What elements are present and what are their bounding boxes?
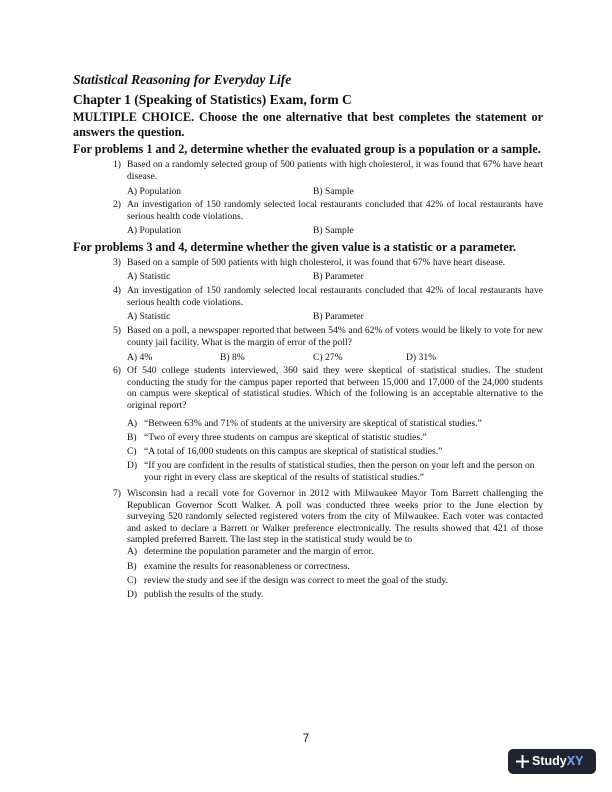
option-d[interactable] (127, 460, 543, 483)
option-a[interactable] (127, 546, 543, 558)
question-number: 5) (113, 325, 121, 336)
option-letter: A) (127, 418, 138, 429)
instructions: MULTIPLE CHOICE. Choose the one alternative that best completes the statement or answers the question. (73, 110, 543, 139)
option-a[interactable] (127, 418, 543, 430)
option-b[interactable] (127, 432, 543, 444)
book-title: Statistical Reasoning for Everyday Life (73, 72, 292, 87)
option-d[interactable] (127, 589, 543, 601)
question-text: Of 540 college students interviewed, 360 said they were skeptical of statistical studies. The student conducting the study for the campus paper reported that between 15,000 and 17,000 of the 24,000 students on campus were skeptical of statistical studies. Which of the following is an acceptable alternative to the original report? (127, 365, 543, 411)
studyxy-badge[interactable] (508, 749, 596, 774)
option-a[interactable]: A) Statistic (127, 311, 171, 322)
option-text: “Two of every three students on campus are skeptical of statistic studies.” (144, 432, 427, 443)
question-2 (107, 199, 543, 222)
section-heading-1: For problems 1 and 2, determine whether the evaluated group is a population or a sample. (73, 142, 541, 156)
question-text: An investigation of 150 randomly selected local restaurants concluded that 42% of local restaurants have serious health code violations. (127, 199, 543, 222)
option-letter: B) (127, 561, 137, 572)
question-text: Wisconsin had a recall vote for Governor in 2012 with Milwaukee Mayor Tom Barrett challenging the Republican Governor Scott Walker. A poll was conducted three weeks prior to the June election by surveying 520 randomly selected registered voters from the city of Milwaukee. Each voter was contacted and asked to declare a Barrett or Walker preference electronically. The results showed that 421 of those sampled preferred Barrett. The last step in the statistical study would be to (127, 488, 543, 545)
option-c[interactable]: C) 27% (313, 352, 343, 363)
option-a[interactable]: A) Population (127, 225, 182, 236)
option-b[interactable]: B) Parameter (313, 271, 364, 282)
question-text: Based on a randomly selected group of 500 patients with high cholesterol, it was found that 67% have heart disease. (127, 159, 543, 182)
page-number: 7 (302, 733, 310, 745)
question-number: 6) (113, 365, 121, 376)
option-b[interactable]: B) Sample (313, 225, 354, 236)
option-a[interactable]: A) Statistic (127, 271, 171, 282)
question-number: 7) (113, 488, 121, 499)
option-c[interactable] (127, 575, 543, 587)
option-text: publish the results of the study. (144, 589, 264, 600)
option-text: “Between 63% and 71% of students at the university are skeptical of statistical studies.” (144, 418, 482, 429)
option-text: determine the population parameter and the margin of error. (144, 546, 374, 557)
chapter-title: Chapter 1 (Speaking of Statistics) Exam, form C (73, 92, 352, 107)
option-letter: C) (127, 446, 137, 457)
option-a[interactable]: A) Population (127, 186, 182, 197)
option-text: “If you are confident in the results of statistical studies, then the person on your left and the person on your right in every class are skeptical of the results of statistical studies.” (144, 460, 535, 483)
option-b[interactable]: B) 8% (220, 352, 245, 363)
brand-logo (532, 754, 583, 768)
brand-accent: XY (566, 754, 584, 768)
question-text: Based on a poll, a newspaper reported that between 54% and 62% of voters would be likely to vote for new county jail facility. What is the margin of error of the poll? (127, 325, 543, 348)
question-3 (107, 257, 543, 269)
option-b[interactable]: B) Parameter (313, 311, 364, 322)
option-b[interactable] (127, 561, 543, 573)
option-c[interactable] (127, 446, 543, 458)
question-5 (107, 325, 543, 348)
question-number: 4) (113, 285, 121, 296)
option-a[interactable]: A) 4% (127, 352, 153, 363)
question-4 (107, 285, 543, 308)
option-text: examine the results for reasonableness or correctness. (144, 561, 350, 572)
section-heading-2: For problems 3 and 4, determine whether the given value is a statistic or a parameter. (73, 240, 517, 254)
question-7 (107, 488, 543, 546)
question-text: An investigation of 150 randomly selected local restaurants concluded that 42% of local restaurants have serious health code violations. (127, 285, 543, 308)
option-text: “A total of 16,000 students on this campus are skeptical of statistical studies.” (144, 446, 443, 457)
option-text: review the study and see if the design was correct to meet the goal of the study. (144, 575, 448, 586)
brand-main: Study (532, 754, 567, 768)
option-letter: D) (127, 589, 138, 600)
option-letter: B) (127, 432, 137, 443)
question-number: 3) (113, 257, 121, 268)
option-b[interactable]: B) Sample (313, 186, 354, 197)
option-letter: A) (127, 546, 138, 557)
question-text: Based on a sample of 500 patients with high cholesterol, it was found that 67% have heart disease. (127, 257, 506, 268)
option-letter: C) (127, 575, 137, 586)
plus-icon (516, 755, 529, 768)
question-number: 1) (113, 159, 121, 170)
question-6 (107, 365, 543, 411)
question-number: 2) (113, 199, 121, 210)
option-letter: D) (127, 460, 138, 471)
option-d[interactable]: D) 31% (406, 352, 437, 363)
question-1 (107, 159, 543, 182)
